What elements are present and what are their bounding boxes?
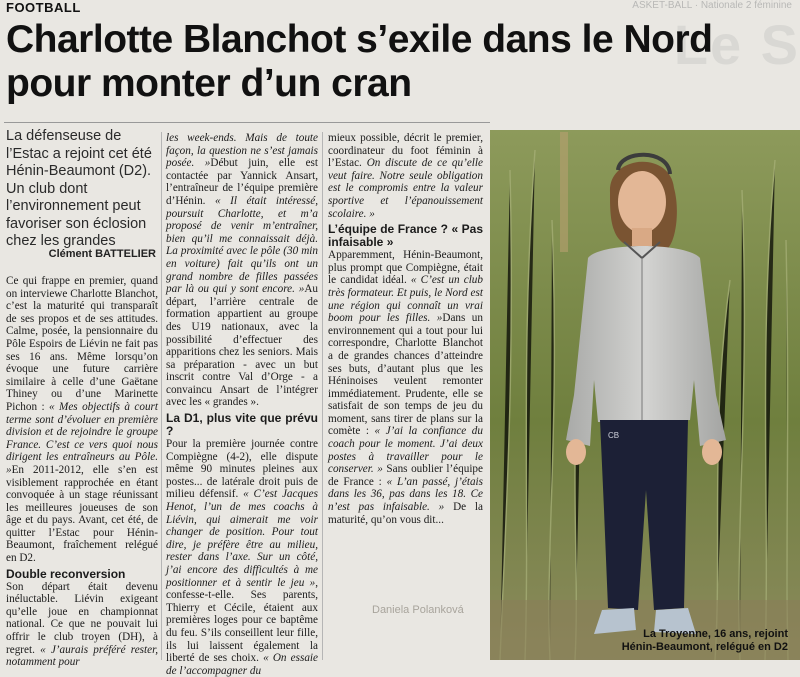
quote-text: « J’ai la confiance du coach pour le moment. J’ai deux postes à travailler pour le conserver. » (328, 425, 483, 476)
body-text: Apparemment, Hénin-Beaumont, plus prompt que Compiègne, était le candidat idéal. (328, 249, 483, 287)
photo-caption: La Troyenne, 16 ans, rejoint Hénin-Beaumont, relégué en D2 (621, 628, 788, 653)
quote-text: On discute de ce qu’elle veut faire. Notre seule obligation est le compromis entre la valeur sportive et l’épanouissement scolaire. » (328, 157, 483, 220)
section-rubric: FOOTBALL (6, 0, 81, 15)
headline-rule (4, 122, 490, 123)
quote-text: « Il était intéressé, poursuit Charlotte, et m’a proposé de venir m’entraîner, bien qu’il me connaissait déjà. La proximité avec le pôle (30 min en voiture) fait qu’ils ont un grand nombre de filles passées par là ou qui y sont encore. » (166, 194, 318, 296)
body-text: Sans oublier l’équipe de France : (328, 463, 483, 488)
quote-text: « L’an passé, j’étais dans les 36, pas dans les 18. Ce n’est pas infaisable. » (328, 475, 484, 514)
article-paragraph (328, 132, 483, 220)
body-text: Pour la première journée contre Compiègne (4-2), elle dispute même 90 minutes pleines aux postes... de latérale droit puis de milieu défensif. (166, 438, 318, 501)
article-column-1 (6, 275, 158, 669)
body-text: Au départ, l’arrière centrale de formation appartient au groupe des U19 nationaux, avec la possibilité d’effectuer des apparitions chez les seniors. Mais sa préparation - avec un but inscrit contre Val d’Orge - a convaincu Ansart de l’intégrer avec les « grandes ». (166, 283, 318, 409)
right-hand (702, 439, 722, 465)
body-text: Dans un environnement qui a tout pour lui correspondre, Charlotte Blanchot a de grandes chances d’atteindre ses buts, d’autant plus que les Héninoises veulent remonter immédiatement. Prudente, elle se satisfait de son temps de jeu du moment, sans tirer de plans sur la comète : (328, 312, 483, 438)
left-hand (566, 439, 586, 465)
quote-text: « On essaie de l’accompagner du (166, 652, 318, 677)
body-text: En 2011-2012, elle s’en est visiblement rapprochée en étant convoquée à un stage réunissant les meilleures joueuses de son âge et du pays. Avant, cet été, de quitter l’Estac pour Hénin-Beaumont, fraîchement relégué en D2. (6, 463, 158, 565)
player-photo-illustration (490, 130, 800, 660)
article-standfirst: La défenseuse de l’Estac a rejoint cet été Hénin-Beaumont (D2). Un club dont l’environnement peut favoriser son éclosion chez les grandes (6, 128, 152, 249)
body-text: De la maturité, qu’on vous dit... (328, 501, 483, 526)
column-divider (322, 132, 323, 660)
article-paragraph (6, 275, 158, 565)
column-divider (161, 132, 162, 660)
body-text: Début juin, elle est contactée par Yannick Ansart, l’entraîneur de l’équipe première d’Hénin. (166, 157, 318, 207)
article-paragraph (328, 249, 483, 526)
bleed-through-headline: Le S (673, 13, 800, 76)
article-byline: Clément BATTELIER (48, 248, 156, 260)
body-text: Son départ était devenu inéluctable. Liévin exigeant qu’elle joue en championnat national. Ce que ne pouvait lui offrir le club troyen (DH), à regret. (6, 580, 158, 656)
article-headline: Charlotte Blanchot s’exile dans le Nord pour monter d’un cran (6, 18, 713, 105)
quote-text: les week-ends. Mais de toute façon, la question ne s’est jamais posée. » (166, 132, 318, 170)
body-text: Ce qui frappe en premier, quand on interviewe Charlotte Blanchot, c’est la maturité qui transparaît de ses propos et de ses attitudes. Calme, posée, la pensionnaire du Pôle Espoirs de Liévin ne fait pas ses 16 ans. Même lorsqu’on évoque une future carrière similaire à celle d’une Gaëtane Thiney ou d’une Marinette Pichon : (6, 275, 158, 413)
bleed-through-text: Daniela Polanková (372, 604, 464, 616)
quote-text: « Mes objectifs à court terme sont d’évoluer en première division et de rejoindre le groupe France. C’est ce vers quoi nous dirigent les entraîneurs au Pôle. » (6, 400, 158, 476)
jacket (566, 246, 726, 446)
article-subheading: Double reconversion (6, 566, 126, 581)
quote-text: « J’aurais préféré rester, notamment pour (6, 643, 158, 669)
jacket-initials: CB (608, 431, 620, 440)
body-text: , confesse-t-elle. Ses parents, Thierry et Cécile, étaient aux premières loges pour ce baptême du feu. S’ils conseillent leur fille, ils lui laissent également la liberté de ses choix. (166, 576, 318, 665)
player-photo (490, 130, 800, 660)
bleed-through-strip: ASKET-BALL · Nationale 2 féminine (632, 0, 792, 11)
fence-post (560, 132, 568, 252)
article-subheading: La D1, plus vite que prévu ? (166, 411, 318, 439)
article-paragraph (6, 581, 158, 669)
face (618, 171, 666, 233)
article-column-3 (328, 132, 483, 542)
article-column-2 (166, 132, 318, 677)
article-paragraph (166, 132, 318, 409)
neck (632, 228, 652, 246)
article-paragraph (166, 438, 318, 677)
quote-text: « C’est Jacques Henot, l’un de mes coachs à Liévin, qui aimerait me voir changer de position. Pour tout dire, je préfère être au milieu, rester dans l’axe. Sur un côté, j’ai encore des difficultés à me positionner et à sentir le jeu » (166, 488, 318, 589)
quote-text: « C’est un club très formateur. Et puis, le Nord est une région qui connaît un vrai boom pour les filles. » (328, 274, 483, 325)
body-text: mieux possible, décrit le premier, coordinateur du foot féminin à l’Estac. (328, 132, 483, 170)
article-subheading: L’équipe de France ? « Pas infaisable » (328, 222, 483, 250)
